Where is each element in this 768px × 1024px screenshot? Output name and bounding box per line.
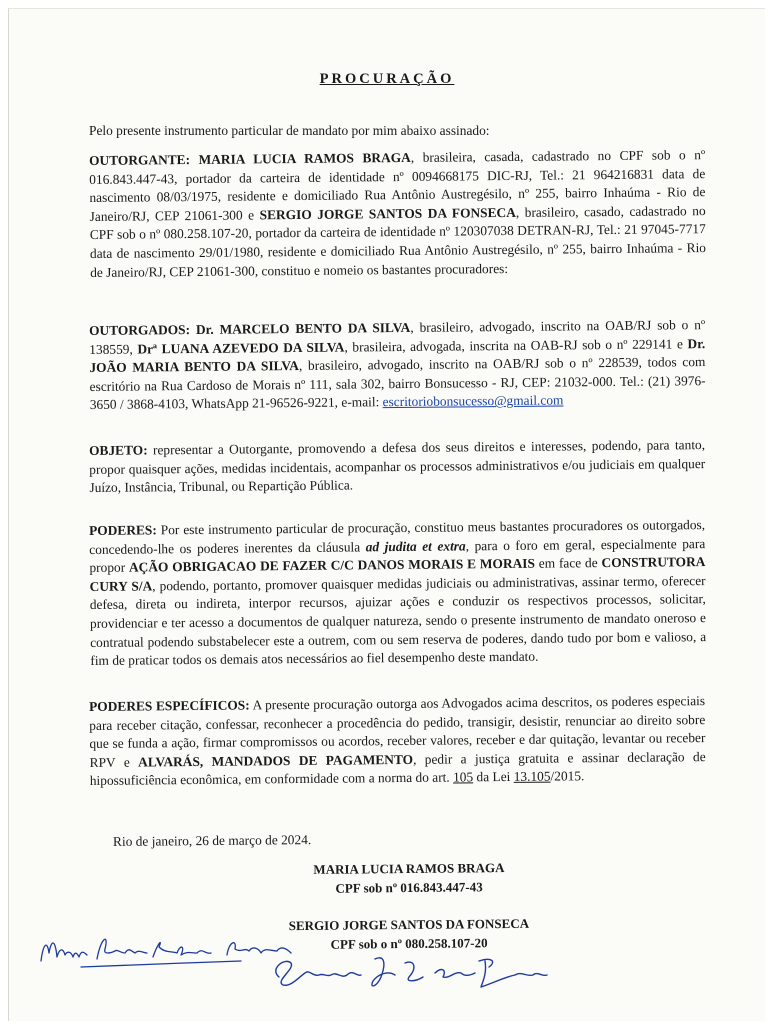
art-number: 105 — [452, 769, 474, 785]
outorgados-paragraph — [89, 316, 706, 415]
intro-text: Pelo presente instrumento particular de mandato por mim abaixo assinado: — [89, 123, 490, 138]
outorgante-text-2: , brasileiro, casado, cadastrado no CPF sob o nº 080.258.107-20, portador da carteira de identidade nº 120307038 DETRAN-RJ, Tel.: 21 97045-7717 data de nascimento 29/01/1980, residente e domiciliado Rua Antônio Austregésilo, nº 255, bairro Inhaúma - Rio de Janeiro/RJ, CEP 21061-300, constituo e nomeio os bastantes procuradores: — [89, 202, 707, 280]
especificos-label: PODERES ESPECÍFICOS: — [89, 697, 250, 714]
signature-sergio — [265, 947, 555, 997]
outorgado-name-3: Dr. JOÃO MARIA BENTO DA SILVA — [89, 335, 706, 376]
poderes-paragraph — [89, 516, 706, 671]
especificos-bold: ALVARÁS, MANDADOS DE PAGAMENTO — [138, 751, 414, 770]
poderes-label: PODERES: — [89, 522, 157, 538]
outorgante-name-1: MARIA LUCIA RAMOS BRAGA — [198, 149, 411, 167]
clause-text: ad judita et extra — [365, 537, 466, 554]
signer-2-name: SERGIO JORGE SANTOS DA FONSECA — [288, 915, 530, 934]
especificos-paragraph — [89, 692, 706, 791]
signer-1-cpf: CPF sob nº 016.843.447-43 — [335, 879, 483, 896]
poderes-text-1: Por este instrumento particular de procuração, constituo meus bastantes procuradores os outorgados, concedendo-lhe os poderes inerentes da cláusula — [89, 517, 706, 557]
signer-2-cpf: CPF sob o nº 080.258.107-20 — [330, 935, 488, 952]
action-name: AÇÃO OBRIGACAO DE FAZER C/C DANOS MORAIS E MORAIS — [128, 555, 535, 575]
objeto-text: representar a Outorgante, promovendo a defesa dos seus direitos e interesses, podendo, para tanto, propor quaisquer ações, medidas incidentais, acompanhar os processos administrativos e/ou judiciais em qualquer Juízo, Instância, Tribunal, ou Repartição Pública. — [89, 437, 706, 496]
email-link[interactable]: escritoriobonsucesso@gmail.com — [382, 392, 564, 410]
especificos-text-4: /2015. — [550, 768, 585, 784]
objeto-paragraph — [89, 436, 706, 498]
outorgados-label: OUTORGADOS: — [89, 322, 191, 338]
especificos-text-2: , pedir a justiça gratuita e assinar declaração de hipossuficiência econômica, em conformidade com a norma do art. — [89, 748, 706, 789]
outorgante-name-2: SERGIO JORGE SANTOS DA FONSECA — [259, 204, 516, 223]
especificos-text-1: A presente procuração outorga aos Advogados acima descritos, os poderes especiais para receber citação, confessar, reconhecer a procedência do pedido, transigir, desistir, renunciar ao direito sobre que se funda a ação, firmar compromissos ou acordos, receber valores, receber e dar quitação, levantar ou receber RPV e — [89, 693, 706, 770]
outorgante-text-1: , brasileira, casada, cadastrado no CPF sob o nº 016.843.447-43, portador da carteira de identidade nº 0094668175 DIC-RJ, Tel.: 21 964216831 data de nascimento 08/03/1975, residente e domiciliado Rua Antônio Austregésilo, nº 255, bairro Inhaúma - Rio de Janeiro/RJ, CEP 21061-300 e — [89, 147, 706, 224]
document-title: PROCURAÇÃO — [319, 71, 455, 87]
outorgado-name-1: Dr. MARCELO BENTO DA SILVA — [195, 319, 411, 337]
objeto-label: OBJETO: — [89, 442, 148, 458]
outorgados-text-3: , brasileiro, advogado, inscrito na OAB/RJ sob o nº 228539, todos com escritório na Rua Cardoso de Morais nº 111, sala 302, bairro Bonsucesso - RJ, CEP: 21032-000. Tel.: (21) 3976-3650 / 3868-4103, WhatsApp 21-96526-9221, e-mail: — [89, 354, 706, 413]
signer-1-name: MARIA LUCIA RAMOS BRAGA — [313, 860, 505, 877]
outorgante-paragraph — [89, 146, 706, 282]
outorgados-text-2: , brasileira, advogada, inscrita na OAB-RJ sob o nº 229141 e — [344, 335, 688, 355]
outorgados-text-1: , brasileiro, advogado, inscrito na OAB/RJ sob o nº 138559, — [89, 317, 706, 357]
document-page — [8, 8, 765, 1021]
signer-1-block — [259, 858, 559, 899]
poderes-text-4: , podendo, portanto, promover quaisquer medidas judiciais ou administrativas, assinar termo, oferecer defesa, direta ou indireta, interpor recursos, ajuizar ações e conduzir os respectivos processos, solicitar, providenciar e ter acesso a documentos de qualquer natureza, sendo o presente instrumento de mandato oneroso e contratual podendo substabelecer este a outrem, com ou sem reserva de poderes, dando tudo por bom e valioso, a fim de praticar todos os demais atos necessários ao fiel desempenho deste mandato. — [89, 572, 707, 669]
poderes-text-2: , para o foro em geral, especialmente para propor — [89, 535, 706, 576]
poderes-text-3: em face de — [534, 555, 602, 571]
lei-number: 13.105 — [513, 768, 551, 785]
outorgante-label: OUTORGANTE: — [89, 152, 191, 168]
especificos-text-3: da Lei — [473, 769, 514, 785]
place-date: Rio de janeiro, 26 de março de 2024. — [112, 832, 312, 849]
defendant-name: CONSTRUTORA CURY S/A — [89, 554, 706, 594]
outorgado-name-2: Drª LUANA AZEVEDO DA SILVA — [137, 339, 345, 357]
